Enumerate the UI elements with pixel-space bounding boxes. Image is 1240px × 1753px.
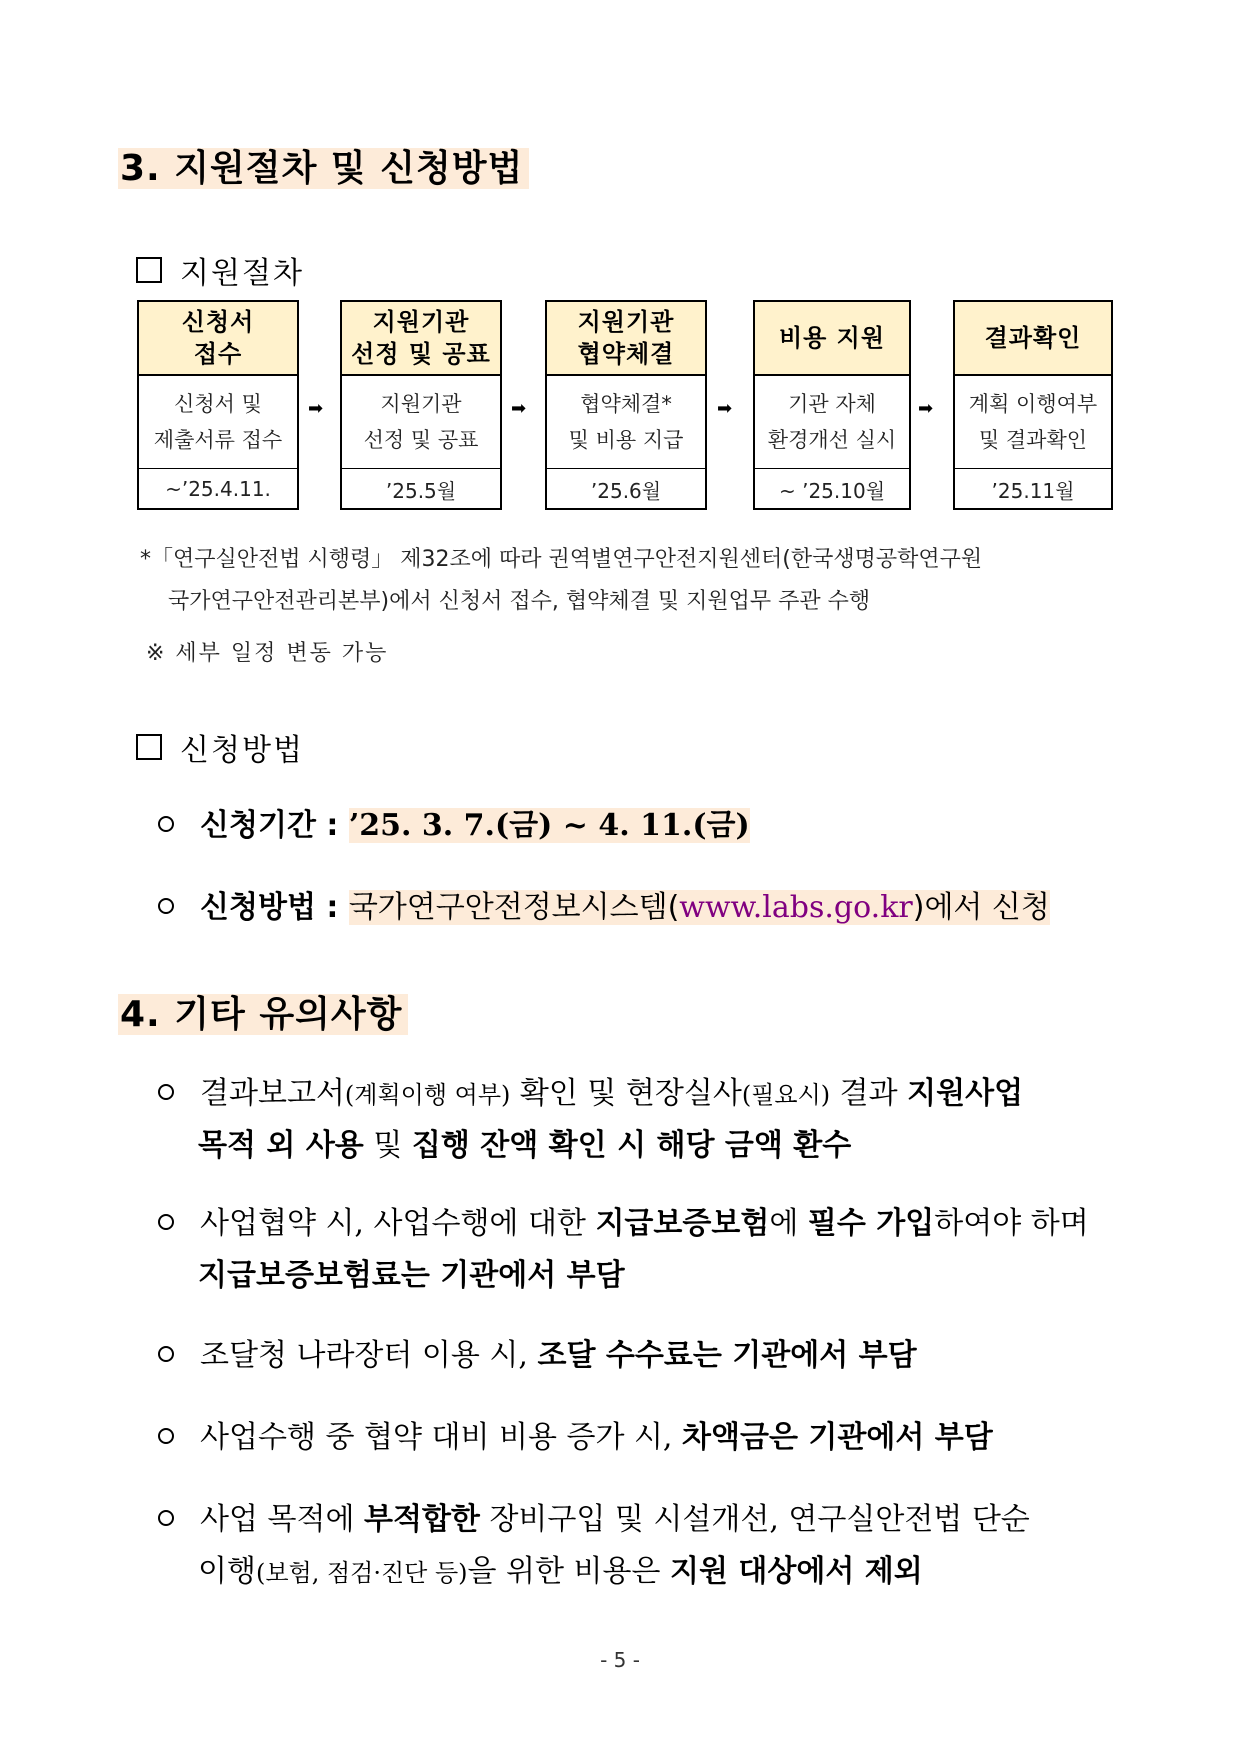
- text-segment: 을 위한 비용은: [467, 1554, 670, 1589]
- text-segment: 사업 목적에: [200, 1502, 364, 1537]
- circle-bullet-icon: [158, 898, 174, 914]
- text-segment: 조달 수수료는 기관에서 부담: [537, 1338, 917, 1373]
- segments: [198, 1554, 923, 1589]
- labs-link[interactable]: www.labs.go.kr: [679, 890, 913, 925]
- step-description: 기관 자체 환경개선 실시: [755, 376, 909, 469]
- step-1: [137, 300, 299, 510]
- application-heading: 신청방법: [180, 733, 304, 768]
- application-period: [158, 800, 750, 852]
- method-prefix: 국가연구안전정보시스템(: [348, 890, 680, 925]
- procedure-heading: 지원절차: [180, 256, 304, 291]
- circle-bullet-icon: [158, 1510, 174, 1526]
- step-date: ~ ’25.10월: [778, 478, 886, 503]
- section-3-heading: [118, 140, 529, 191]
- text-segment: 조달청 나라장터 이용 시,: [200, 1338, 538, 1373]
- note-item-2-line-2: [198, 1250, 625, 1302]
- text-segment: 필수 가입: [807, 1206, 935, 1241]
- step-date: ’25.11월: [991, 478, 1075, 503]
- step-date: ’25.6월: [590, 478, 662, 503]
- step-title: 신청서 접수: [139, 302, 297, 376]
- text-segment: 에: [769, 1206, 808, 1241]
- period-value: ’25. 3. 7.(금) ~ 4. 11.(금): [348, 808, 750, 843]
- step-description: 지원기관 선정 및 공표: [342, 376, 500, 469]
- text-segment: 결과: [830, 1076, 908, 1111]
- right-arrow-icon: ➡: [308, 398, 324, 419]
- note-item-5-line-2: [198, 1546, 923, 1599]
- page-number: - 5 -: [600, 1648, 640, 1672]
- text-segment: 사업수행 중 협약 대비 비용 증가 시,: [200, 1420, 683, 1455]
- section-4-title: 4. 기타 유의사항: [118, 994, 408, 1035]
- text-segment: 목적 외 사용: [198, 1128, 364, 1163]
- circle-bullet-icon: [158, 816, 174, 832]
- text-segment: 집행 잔액 확인 시 해당 금액 환수: [411, 1128, 852, 1163]
- text-segment: 확인 및 현장실사: [510, 1076, 742, 1111]
- text-segment: 이행: [198, 1554, 256, 1589]
- footnote-line-2: 국가연구안전관리본부)에서 신청서 접수, 협약체결 및 지원업무 주관 수행: [168, 589, 871, 614]
- section-3-title: 3. 지원절차 및 신청방법: [118, 148, 529, 189]
- step-description: 계획 이행여부 및 결과확인: [955, 376, 1111, 469]
- text-segment: 장비구입 및 시설개선, 연구실안전법 단순: [479, 1502, 1030, 1537]
- text-segment: (필요시): [741, 1081, 831, 1109]
- step-title: 지원기관 선정 및 공표: [342, 302, 500, 376]
- text-segment: 결과보고서: [200, 1076, 345, 1111]
- segments: [198, 1258, 625, 1293]
- segments: [200, 1076, 1023, 1111]
- segments: [200, 1206, 1089, 1241]
- method-label: 신청방법 :: [200, 890, 349, 925]
- text-segment: 차액금은 기관에서 부담: [682, 1420, 993, 1455]
- right-arrow-icon: ➡: [717, 398, 733, 419]
- step-title: 결과확인: [955, 302, 1111, 376]
- segments: [200, 1338, 917, 1373]
- procedure-subheading: [136, 248, 304, 292]
- note-item-3-line-1: [158, 1330, 917, 1382]
- text-segment: 지급보증보험: [595, 1206, 770, 1241]
- checkbox-icon: [136, 257, 162, 283]
- step-title: 지원기관 협약체결: [547, 302, 705, 376]
- segments: [198, 1128, 851, 1163]
- step-5: [953, 300, 1113, 510]
- method-value: [349, 890, 1050, 925]
- footnote-line-1: *「연구실안전법 시행령」 제32조에 따라 권역별연구안전지원센터(한국생명공학연구원: [140, 547, 983, 572]
- segments: [200, 1420, 993, 1455]
- step-date: ~’25.4.11.: [165, 477, 271, 501]
- text-segment: 및: [363, 1128, 412, 1163]
- checkbox-icon: [136, 734, 162, 760]
- application-subheading: [136, 725, 304, 769]
- application-method: [158, 882, 1050, 934]
- right-arrow-icon: ➡: [511, 398, 527, 419]
- note-item-1-line-2: [198, 1120, 851, 1172]
- text-segment: 지원사업: [907, 1076, 1024, 1111]
- circle-bullet-icon: [158, 1214, 174, 1230]
- note-item-5-line-1: [158, 1494, 1030, 1546]
- step-title: 비용 지원: [755, 302, 909, 376]
- step-description: 협약체결* 및 비용 지급: [547, 376, 705, 469]
- text-segment: 부적합한: [363, 1502, 480, 1537]
- text-segment: 하여야 하며: [934, 1206, 1089, 1241]
- method-suffix: )에서 신청: [912, 890, 1050, 925]
- circle-bullet-icon: [158, 1346, 174, 1362]
- text-segment: (보험, 점검·진단 등): [255, 1559, 468, 1587]
- note-item-2-line-1: [158, 1198, 1089, 1250]
- step-description: 신청서 및 제출서류 접수: [139, 376, 297, 469]
- note-item-4-line-1: [158, 1412, 993, 1464]
- step-3: [545, 300, 707, 510]
- text-segment: 지원 대상에서 제외: [670, 1554, 923, 1589]
- circle-bullet-icon: [158, 1084, 174, 1100]
- text-segment: (계획이행 여부): [344, 1081, 511, 1109]
- right-arrow-icon: ➡: [918, 398, 934, 419]
- circle-bullet-icon: [158, 1428, 174, 1444]
- schedule-note: ※ 세부 일정 변동 가능: [146, 641, 389, 666]
- text-segment: 지급보증보험료는 기관에서 부담: [198, 1258, 625, 1293]
- step-4: [753, 300, 911, 510]
- step-2: [340, 300, 502, 510]
- text-segment: 사업협약 시, 사업수행에 대한: [200, 1206, 596, 1241]
- step-date: ’25.5월: [385, 478, 457, 503]
- segments: [200, 1502, 1030, 1537]
- note-item-1-line-1: [158, 1068, 1023, 1121]
- section-4-heading: [118, 986, 408, 1037]
- period-label: 신청기간 :: [200, 808, 349, 843]
